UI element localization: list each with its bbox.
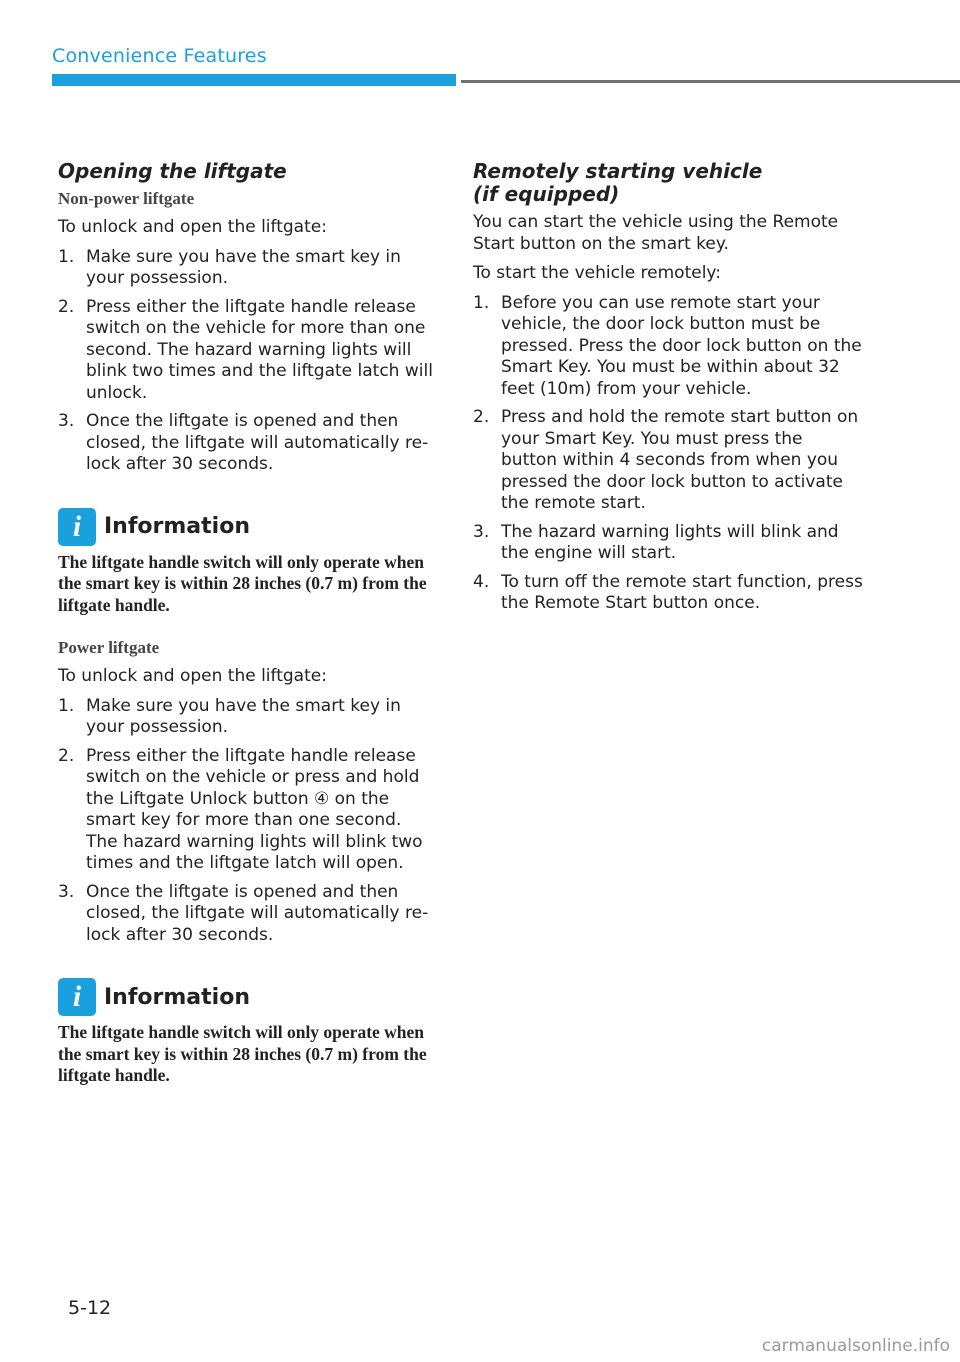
steps-list-non-power: [58, 247, 438, 476]
steps-list-remote-start: [473, 293, 863, 615]
list-item: 2. Press either the liftgate handle release switch on the vehicle or press and hold the Liftgate Unlock button ④ on the smart key for more than one second. The hazard warning lights will blink two times and the liftgate latch will open.: [58, 745, 423, 873]
list-item: 1. Before you can use remote start your vehicle, the door lock button must be pressed. Press the door lock button on the Smart Key. You must be within about 32 feet (10m) from your vehicle.: [473, 292, 862, 399]
info-text: The liftgate handle switch will only operate when the smart key is within 28 inches (0.7 m) from the liftgate handle.: [58, 551, 427, 615]
info-box-header: [58, 508, 438, 546]
list-item: 3. The hazard warning lights will blink and the engine will start.: [473, 521, 839, 563]
intro-text: You can start the vehicle using the Remote Start button on the smart key.: [473, 212, 839, 254]
left-column: [58, 160, 438, 1087]
intro-text: To unlock and open the liftgate:: [58, 217, 327, 237]
list-item: 4. To turn off the remote start function, press the Remote Start button once.: [473, 571, 863, 613]
subtitle-non-power-liftgate: Non-power liftgate: [58, 189, 195, 208]
info-text: The liftgate handle switch will only operate when the smart key is within 28 inches (0.7 m) from the liftgate handle.: [58, 1022, 427, 1085]
info-icon: i: [58, 508, 96, 546]
header-rule: [461, 80, 960, 83]
list-item: 1. Make sure you have the smart key in your possession.: [58, 695, 401, 737]
list-item: 2. Press either the liftgate handle release switch on the vehicle for more than one second. The hazard warning lights will blink two times and the liftgate latch will unlock.: [58, 296, 433, 403]
list-item: 3. Once the liftgate is opened and then closed, the liftgate will automatically re-lock after 30 seconds.: [58, 881, 429, 945]
watermark: carmanualsonline.info: [761, 1336, 950, 1356]
header-accent-bar: [52, 74, 456, 86]
header-title: Convenience Features: [52, 45, 267, 67]
section-title-opening-liftgate: Opening the liftgate: [58, 159, 287, 183]
list-item: 1. Make sure you have the smart key in your possession.: [58, 246, 401, 288]
info-box-header: [58, 978, 438, 1016]
intro-text: To start the vehicle remotely:: [473, 263, 721, 283]
right-column: [473, 160, 863, 622]
intro-text: To unlock and open the liftgate:: [58, 666, 327, 686]
steps-list-power: [58, 696, 438, 947]
info-title: Information: [104, 514, 250, 539]
subtitle-power-liftgate: Power liftgate: [58, 638, 160, 657]
info-title: Information: [104, 984, 250, 1010]
section-title-remote-start: Remotely starting vehicle (if equipped): [473, 159, 763, 206]
page-number: 5-12: [68, 1297, 112, 1319]
info-icon: i: [58, 978, 96, 1016]
list-item: 2. Press and hold the remote start button on your Smart Key. You must press the button within 4 seconds from when you pressed the door lock button to activate the remote start.: [473, 407, 859, 513]
list-item: 3. Once the liftgate is opened and then closed, the liftgate will automatically re-lock after 30 seconds.: [58, 411, 429, 474]
